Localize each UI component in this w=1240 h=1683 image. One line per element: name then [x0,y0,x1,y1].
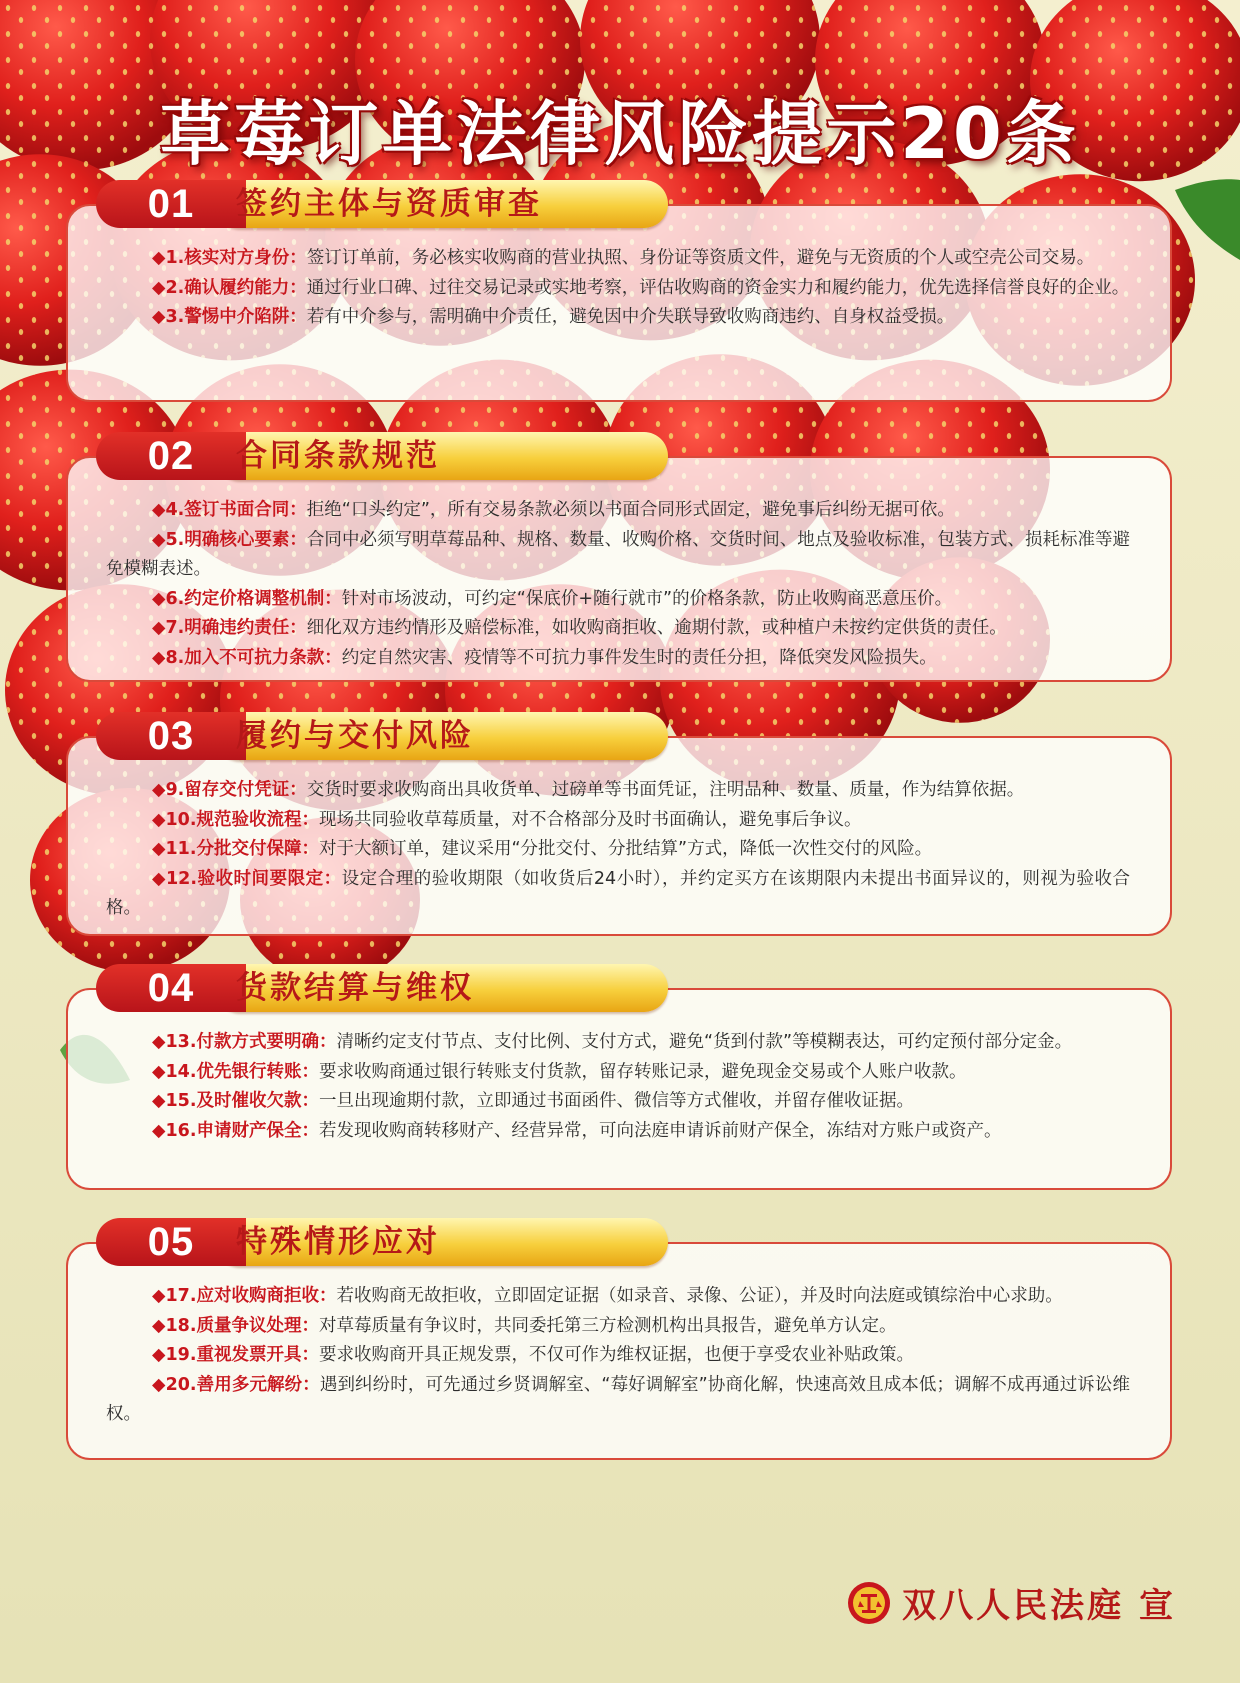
tip-text: 设定合理的验收期限（如收货后24小时），并约定买方在该期限内未提出书面异议的，则视为验收合格。 [106,868,1130,919]
diamond-icon: ◆ [152,618,166,639]
tip-item [106,526,1130,585]
tip-item [106,806,1130,836]
tip-label: 15.及时催收欠款： [165,1091,319,1112]
tip-item [106,274,1130,304]
tip-text: 一旦出现逾期付款，立即通过书面函件、微信等方式催收，并留存催收证据。 [318,1091,914,1112]
tip-text: 遇到纠纷时，可先通过乡贤调解室、“莓好调解室”协商化解，快速高效且成本低；调解不成再通过诉讼维权。 [106,1374,1130,1425]
tip-item [106,1282,1130,1312]
tip-text: 若发现收购商转移财产、经营异常，可向法庭申请诉前财产保全，冻结对方账户或资产。 [318,1120,1002,1141]
section-header [96,712,668,760]
tip-text: 清晰约定支付节点、支付比例、支付方式，避免“货到付款”等模糊表达，可约定预付部分定金。 [336,1032,1073,1052]
tip-label: 3.警惕中介陷阱： [165,307,307,328]
tip-item [106,1058,1130,1088]
section-header [96,1218,668,1266]
diamond-icon: ◆ [152,1120,166,1141]
section-card [66,988,1172,1190]
tip-text: 合同中必须写明草莓品种、规格、数量、收购价格、交货时间、地点及验收标准，包装方式、损耗标准等避免模糊表述。 [106,529,1131,580]
tip-text: 拒绝“口头约定”，所有交易条款必须以书面合同形式固定，避免事后纠纷无据可依。 [306,500,955,520]
diamond-icon: ◆ [152,1315,166,1336]
tip-item [106,1028,1130,1058]
section-header [96,432,668,480]
section-card [66,204,1172,402]
diamond-icon: ◆ [152,1032,166,1052]
tip-label: 4.签订书面合同： [165,500,307,520]
section-number: 05 [96,1218,246,1266]
diamond-icon: ◆ [152,780,166,800]
tip-item [106,776,1130,806]
tip-text: 现场共同验收草莓质量，对不合格部分及时书面确认，避免事后争议。 [318,809,862,830]
tip-label: 18.质量争议处理： [165,1315,319,1336]
tip-text: 对于大额订单，建议采用“分批交付、分批结算”方式，降低一次性交付的风险。 [318,839,933,860]
section-number: 04 [96,964,246,1012]
tip-text: 签订订单前，务必核实收购商的营业执照、身份证等资质文件，避免与无资质的个人或空壳公司交易。 [306,248,1095,268]
tip-label: 16.申请财产保全： [165,1120,319,1141]
tip-item [106,1371,1130,1430]
page-title: 草莓订单法律风险提示20条 [160,93,1080,175]
tip-label: 20.善用多元解纷： [165,1374,320,1395]
tip-label: 7.明确违约责任： [165,618,307,639]
tip-text: 若收购商无故拒收，立即固定证据（如录音、录像、公证），并及时向法庭或镇综治中心求助。 [336,1286,1063,1306]
tip-item [106,835,1130,865]
diamond-icon: ◆ [152,307,166,328]
section-number: 02 [96,432,246,480]
diamond-icon: ◆ [152,809,166,830]
diamond-icon: ◆ [152,500,166,520]
tip-text: 针对市场波动，可约定“保底价+随行就市”的价格条款，防止收购商恶意压价。 [341,588,953,609]
tip-label: 2.确认履约能力： [165,277,307,298]
section-title: 货款结算与维权 [236,970,474,1006]
diamond-icon: ◆ [152,647,166,668]
tip-text: 约定自然灾害、疫情等不可抗力事件发生时的责任分担，降低突发风险损失。 [341,647,937,668]
tip-text: 对草莓质量有争议时，共同委托第三方检测机构出具报告，避免单方认定。 [318,1315,897,1336]
tip-item [106,865,1130,924]
tip-text: 交货时要求收购商出具收货单、过磅单等书面凭证，注明品种、数量、质量，作为结算依据。 [306,780,1025,800]
diamond-icon: ◆ [152,839,166,860]
tip-text: 细化双方违约情形及赔偿标准，如收购商拒收、逾期付款，或种植户未按约定供货的责任。 [306,618,1007,639]
section-number: 01 [96,180,246,228]
tip-label: 8.加入不可抗力条款： [165,647,342,668]
diamond-icon: ◆ [152,1374,166,1395]
diamond-icon: ◆ [152,248,166,268]
diamond-icon: ◆ [152,529,166,550]
tip-item [106,1087,1130,1117]
tip-text: 通过行业口碑、过往交易记录或实地考察，评估收购商的资金实力和履约能力，优先选择信誉良好的企业。 [306,277,1130,298]
section-card [66,1242,1172,1460]
footer-text: 双八人民法庭 宣 [902,1586,1176,1626]
section-header [96,964,668,1012]
tip-label: 19.重视发票开具： [165,1345,319,1366]
section-title: 特殊情形应对 [236,1224,440,1260]
tip-label: 9.留存交付凭证： [165,780,307,800]
tip-item [106,644,1130,674]
tip-item [106,496,1130,526]
footer [846,1578,1176,1627]
tip-item [106,585,1130,615]
tip-item [106,1312,1130,1342]
section-card [66,736,1172,936]
tip-text: 要求收购商通过银行转账支付货款，留存转账记录，避免现金交易或个人账户收款。 [318,1061,967,1082]
tip-item [106,1117,1130,1147]
tip-text: 若有中介参与，需明确中介责任，避免因中介失联导致收购商违约、自身权益受损。 [306,307,955,328]
tip-label: 1.核实对方身份： [165,248,307,268]
tip-label: 13.付款方式要明确： [165,1032,337,1052]
section-title: 合同条款规范 [236,438,440,474]
diamond-icon: ◆ [152,868,166,889]
section-card [66,456,1172,682]
tip-label: 17.应对收购商拒收： [165,1286,337,1306]
diamond-icon: ◆ [152,1286,166,1306]
section-number: 03 [96,712,246,760]
diamond-icon: ◆ [152,1345,166,1366]
tip-text: 要求收购商开具正规发票，不仅可作为维权证据，也便于享受农业补贴政策。 [318,1345,914,1366]
tip-item [106,1341,1130,1371]
court-emblem-icon [846,1580,892,1626]
tip-label: 10.规范验收流程： [165,809,319,830]
tip-label: 6.约定价格调整机制： [165,588,342,609]
diamond-icon: ◆ [152,1091,166,1112]
tip-label: 11.分批交付保障： [165,839,319,860]
tip-item [106,614,1130,644]
diamond-icon: ◆ [152,588,166,609]
tip-item [106,244,1130,274]
section-title: 签约主体与资质审查 [236,186,542,222]
diamond-icon: ◆ [152,1061,166,1082]
tip-label: 12.验收时间要限定： [165,868,342,889]
section-title: 履约与交付风险 [236,718,474,754]
diamond-icon: ◆ [152,277,166,298]
tip-label: 5.明确核心要素： [165,529,307,550]
tip-label: 14.优先银行转账： [165,1061,319,1082]
section-header [96,180,668,228]
tip-item [106,303,1130,333]
